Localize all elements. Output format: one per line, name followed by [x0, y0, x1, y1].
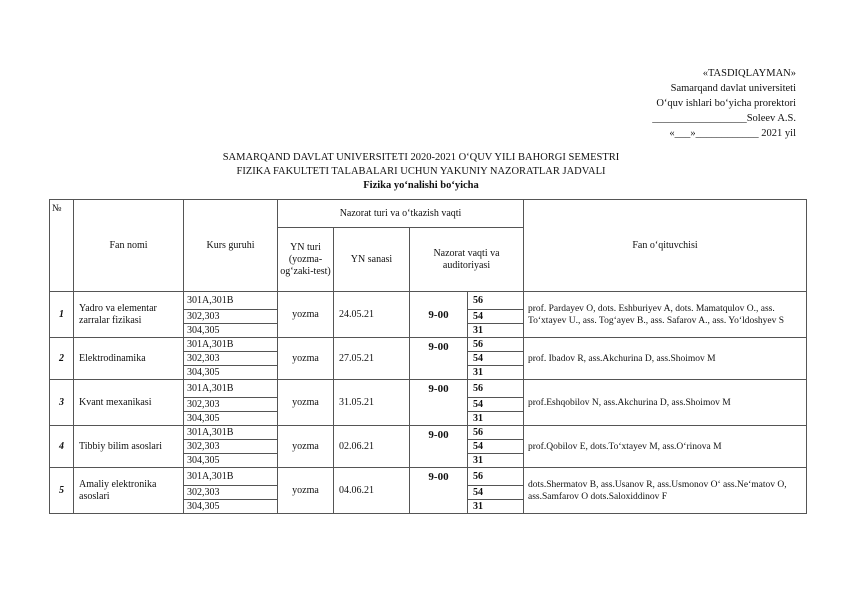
room-cell: 56	[468, 292, 524, 310]
exam-type: yozma	[278, 338, 334, 380]
room-cell: 54	[468, 352, 524, 366]
approval-line: O‘quv ishlari bo‘yicha prorektori	[656, 98, 796, 109]
room-cell: 56	[468, 426, 524, 440]
room-cell: 31	[468, 412, 524, 426]
row-number: 5	[50, 468, 74, 514]
room-cell: 56	[468, 468, 524, 486]
exam-schedule-table	[49, 199, 807, 514]
column-header-control: Nazorat turi va o‘tkazish vaqti	[278, 200, 524, 228]
column-header-subject: Fan nomi	[74, 200, 184, 292]
column-header-num: №	[50, 200, 74, 292]
subject-name: Amaliy elektronika asoslari	[74, 468, 184, 514]
column-header-time-room: Nazorat vaqti va auditoriyasi	[410, 228, 524, 292]
group-cell: 301A,301B	[184, 338, 278, 352]
teacher-list: prof.Qobilov E, dots.To‘xtayev M, ass.O‘rinova M	[524, 426, 807, 468]
group-cell: 301A,301B	[184, 468, 278, 486]
exam-type: yozma	[278, 468, 334, 514]
teacher-list: dots.Shermatov B, ass.Usanov R, ass.Usmonov O‘ ass.Ne‘matov O, ass.Samfarov O dots.Saloxiddinov F	[524, 468, 807, 514]
group-cell: 301A,301B	[184, 426, 278, 440]
room-cell: 54	[468, 398, 524, 412]
room-cell: 54	[468, 310, 524, 324]
subject-name: Tibbiy bilim asoslari	[74, 426, 184, 468]
exam-date: 31.05.21	[334, 380, 410, 426]
teacher-list: prof.Eshqobilov N, ass.Akchurina D, ass.Shoimov M	[524, 380, 807, 426]
room-cell: 31	[468, 324, 524, 338]
group-cell: 301A,301B	[184, 292, 278, 310]
group-cell: 301A,301B	[184, 380, 278, 398]
group-cell: 304,305	[184, 412, 278, 426]
column-header-group: Kurs guruhi	[184, 200, 278, 292]
row-number: 4	[50, 426, 74, 468]
room-cell: 31	[468, 454, 524, 468]
exam-date: 27.05.21	[334, 338, 410, 380]
document-title: SAMARQAND DAVLAT UNIVERSITETI 2020-2021 O‘QUV YILI BAHORGI SEMESTRI	[222, 152, 620, 163]
approval-title: «TASDIQLAYMAN»	[702, 68, 796, 79]
table-body	[50, 292, 807, 514]
group-cell: 302,303	[184, 352, 278, 366]
exam-type: yozma	[278, 380, 334, 426]
exam-date: 04.06.21	[334, 468, 410, 514]
exam-time: 9-00	[410, 338, 468, 380]
room-cell: 31	[468, 500, 524, 514]
exam-time: 9-00	[410, 380, 468, 426]
approval-line: Samarqand davlat universiteti	[670, 83, 796, 94]
document-direction: Fizika yo‘nalishi bo‘yicha	[363, 180, 479, 191]
exam-date: 02.06.21	[334, 426, 410, 468]
group-cell: 302,303	[184, 440, 278, 454]
group-cell: 302,303	[184, 486, 278, 500]
subject-name: Yadro va elementar zarralar fizikasi	[74, 292, 184, 338]
room-cell: 31	[468, 366, 524, 380]
group-cell: 304,305	[184, 324, 278, 338]
row-number: 3	[50, 380, 74, 426]
subject-name: Kvant mexanikasi	[74, 380, 184, 426]
room-cell: 56	[468, 380, 524, 398]
approval-block	[596, 66, 796, 141]
teacher-list: prof. Pardayev O, dots. Eshburiyev A, dots. Mamatqulov O., ass. To‘xtayev U., ass. Tog‘ayev B., ass. Safarov A., ass. Yo‘ldoshyev S	[524, 292, 807, 338]
column-header-yn-type: YN turi (yozma-og‘zaki-test)	[278, 228, 334, 292]
exam-time: 9-00	[410, 292, 468, 338]
row-number: 1	[50, 292, 74, 338]
exam-time: 9-00	[410, 426, 468, 468]
room-cell: 56	[468, 338, 524, 352]
column-header-teacher: Fan o‘qituvchisi	[524, 200, 807, 292]
document-subtitle: FIZIKA FAKULTETI TALABALARI UCHUN YAKUNIY NAZORATLAR JADVALI	[236, 166, 606, 177]
subject-name: Elektrodinamika	[74, 338, 184, 380]
exam-date: 24.05.21	[334, 292, 410, 338]
room-cell: 54	[468, 486, 524, 500]
teacher-list: prof. Ibadov R, ass.Akchurina D, ass.Shoimov M	[524, 338, 807, 380]
group-cell: 304,305	[184, 500, 278, 514]
column-header-yn-date: YN sanasi	[334, 228, 410, 292]
room-cell: 54	[468, 440, 524, 454]
approval-signature-line: __________________Soleev A.S.	[652, 113, 796, 124]
exam-type: yozma	[278, 292, 334, 338]
row-number: 2	[50, 338, 74, 380]
exam-type: yozma	[278, 426, 334, 468]
group-cell: 302,303	[184, 310, 278, 324]
group-cell: 304,305	[184, 454, 278, 468]
group-cell: 302,303	[184, 398, 278, 412]
exam-time: 9-00	[410, 468, 468, 514]
group-cell: 304,305	[184, 366, 278, 380]
approval-date-line: «___»____________ 2021 yil	[669, 128, 796, 139]
